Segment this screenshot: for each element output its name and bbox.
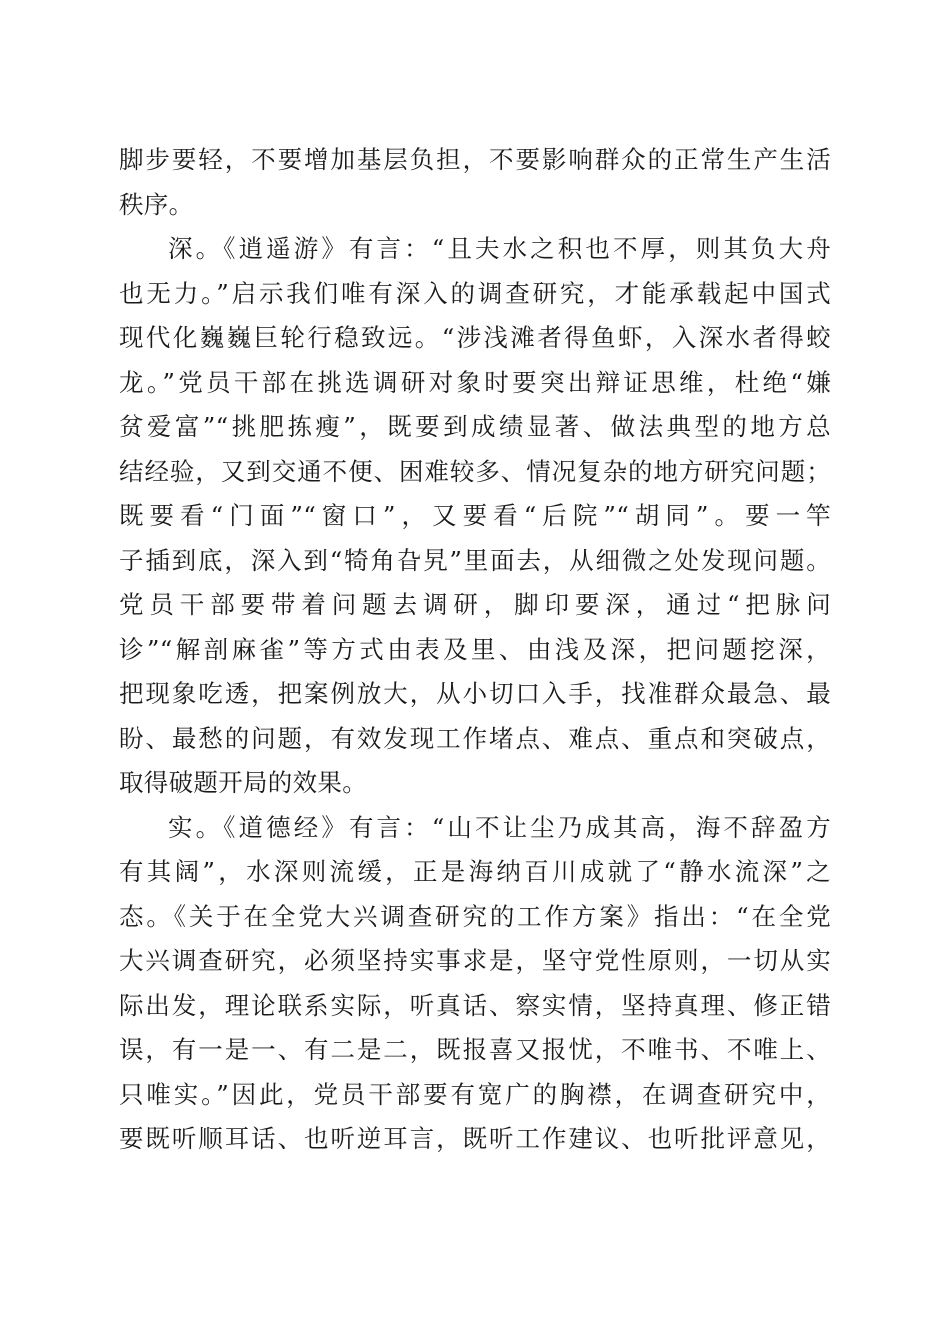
paragraph-start-line: 深。《逍遥游》有言：“且夫水之积也不厚，则其负大舟	[168, 234, 831, 263]
text-line: 误，有一是一、有二是二，既报喜又报忧，不唯书、不唯上、	[119, 1035, 831, 1064]
text-line: 党员干部要带着问题去调研，脚印要深，通过“把脉问	[119, 590, 831, 619]
text-line: 也无力。”启示我们唯有深入的调查研究，才能承载起中国式	[119, 278, 831, 308]
text-line: 贫爱富”“挑肥拣瘦”，既要到成绩显著、做法典型的地方总	[119, 412, 831, 441]
text-line: 有其阔”，水深则流缓，正是海纳百川成就了“静水流深”之	[119, 857, 831, 886]
text-line: 结经验，又到交通不便、困难较多、情况复杂的地方研究问题；	[119, 456, 831, 486]
body-text	[119, 138, 831, 1162]
text-line: 大兴调查研究，必须坚持实事求是，坚守党性原则，一切从实	[119, 946, 831, 975]
text-line: 取得破题开局的效果。	[119, 768, 367, 797]
text-line: 态。《关于在全党大兴调查研究的工作方案》指出：“在全党	[119, 901, 831, 931]
text-line: 要既听顺耳话、也听逆耳言，既听工作建议、也听批评意见，	[119, 1124, 831, 1153]
text-line: 秩序。	[119, 189, 194, 219]
text-line: 龙。”党员干部在挑选调研对象时要突出辩证思维，杜绝“嫌	[119, 367, 831, 397]
text-line: 子插到底，深入到“犄角旮旯”里面去，从细微之处发现问题。	[119, 545, 831, 575]
text-line: 既要看“门面”“窗口”，又要看“后院”“胡同”。要一竿	[119, 501, 831, 530]
text-line: 脚步要轻，不要增加基层负担，不要影响群众的正常生产生活	[119, 145, 831, 174]
text-line: 现代化巍巍巨轮行稳致远。“涉浅滩者得鱼虾，入深水者得蛟	[119, 323, 831, 352]
text-line: 把现象吃透，把案例放大，从小切口入手，找准群众最急、最	[119, 679, 831, 708]
text-line: 盼、最愁的问题，有效发现工作堵点、难点、重点和突破点，	[119, 723, 831, 753]
text-line: 只唯实。”因此，党员干部要有宽广的胸襟，在调查研究中，	[119, 1079, 831, 1109]
text-line: 诊”“解剖麻雀”等方式由表及里、由浅及深，把问题挖深，	[119, 634, 831, 664]
text-line: 际出发，理论联系实际，听真话、察实情，坚持真理、修正错	[119, 990, 831, 1020]
paragraph-start-line: 实。《道德经》有言：“山不让尘乃成其高，海不辞盈方	[168, 812, 831, 842]
